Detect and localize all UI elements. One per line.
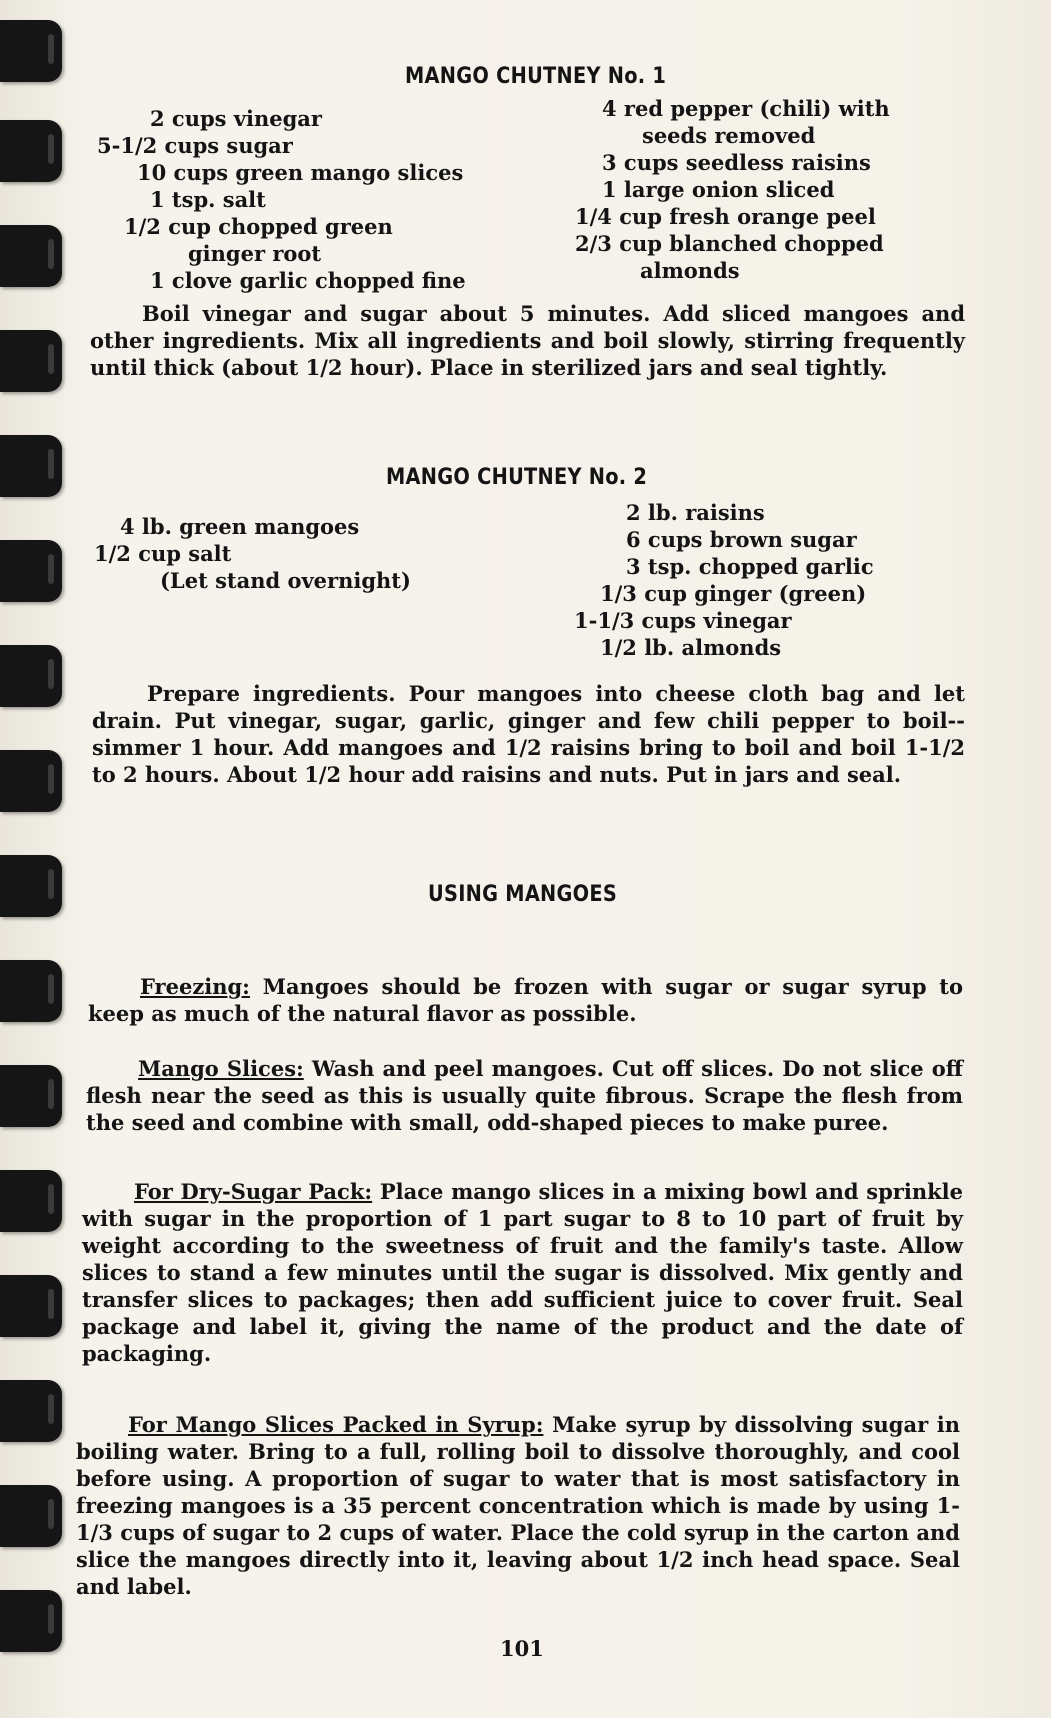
binding-coil [0, 540, 62, 602]
binding-coil [0, 645, 62, 707]
dry-sugar-heading: For Dry-Sugar Pack: [134, 1179, 373, 1204]
binding-coil [0, 1485, 62, 1547]
ingredient-line: 1 large onion sliced [602, 177, 835, 202]
ingredient-line: 1/4 cup fresh orange peel [575, 204, 876, 229]
dry-sugar-paragraph [82, 1178, 963, 1367]
ingredient-line: 1/2 cup chopped green [124, 214, 393, 239]
binding-coil [0, 1170, 62, 1232]
ingredient-line: 2 lb. raisins [626, 500, 765, 525]
ingredient-line: 2 cups vinegar [150, 106, 322, 131]
page-number: 101 [500, 1636, 544, 1661]
binding-coil [0, 330, 62, 392]
spiral-binding [0, 0, 70, 1718]
ingredient-line: almonds [640, 258, 740, 283]
binding-coil [0, 1275, 62, 1337]
ingredient-line: 5-1/2 cups sugar [97, 133, 293, 158]
recipe2-title: MANGO CHUTNEY No. 2 [386, 465, 648, 490]
syrup-pack-heading: For Mango Slices Packed in Syrup: [128, 1412, 544, 1437]
binding-coil [0, 1065, 62, 1127]
binding-coil [0, 225, 62, 287]
recipe1-title: MANGO CHUTNEY No. 1 [405, 64, 667, 89]
ingredient-line: 1/2 lb. almonds [600, 635, 782, 660]
ingredient-line: 1/2 cup salt [94, 541, 232, 566]
mango-slices-heading: Mango Slices: [138, 1056, 304, 1081]
binding-coil [0, 960, 62, 1022]
ingredient-line: 1/3 cup ginger (green) [600, 581, 867, 606]
freezing-text: Mangoes should be frozen with sugar or sugar syrup to keep as much of the natural flavor as possible. [88, 974, 963, 1026]
using-mangoes-title: USING MANGOES [428, 882, 618, 907]
binding-coil [0, 1380, 62, 1442]
ingredient-line: 3 tsp. chopped garlic [626, 554, 874, 579]
binding-coil [0, 1590, 62, 1652]
ingredient-line: 1-1/3 cups vinegar [574, 608, 792, 633]
ingredient-line: 1 clove garlic chopped fine [150, 268, 466, 293]
syrup-pack-paragraph [76, 1411, 960, 1600]
freezing-heading: Freezing: [140, 974, 250, 999]
freezing-paragraph [88, 973, 963, 1027]
recipe1-directions: Boil vinegar and sugar about 5 minutes. Add sliced mangoes and other ingredients. Mix all ingredients and boil slowly, stirring frequently until thick (about 1/2 hour). Place in sterilized jars and seal tightly. [90, 301, 965, 380]
binding-coil [0, 20, 62, 82]
ingredient-line: 6 cups brown sugar [626, 527, 857, 552]
ingredient-line: 10 cups green mango slices [137, 160, 464, 185]
recipe2-directions: Prepare ingredients. Pour mangoes into cheese cloth bag and let drain. Put vinegar, sugar, garlic, ginger and few chili pepper to boil--simmer 1 hour. Add mangoes and 1/2 raisins bring to boil and boil 1-1/2 to 2 hours. About 1/2 hour add raisins and nuts. Put in jars and seal. [92, 681, 965, 787]
ingredient-line: 2/3 cup blanched chopped [575, 231, 884, 256]
binding-coil [0, 855, 62, 917]
syrup-pack-text: Make syrup by dissolving sugar in boiling water. Bring to a full, rolling boil to dissolve thoroughly, and cool before using. A proportion of sugar to water that is most satisfactory in freezing mangoes is a 35 percent concentration which is made by using 1-1/3 cups of sugar to 2 cups of water. Place the cold syrup in the carton and slice the mangoes directly into it, leaving about 1/2 inch head space. Seal and label. [76, 1412, 960, 1599]
mango-slices-text: Wash and peel mangoes. Cut off slices. Do not slice off flesh near the seed as this is usually quite fibrous. Scrape the flesh from the seed and combine with small, odd-shaped pieces to make puree. [86, 1056, 963, 1135]
binding-coil [0, 750, 62, 812]
binding-coil [0, 120, 62, 182]
ingredient-line: 4 red pepper (chili) with [602, 96, 890, 121]
ingredient-line: 4 lb. green mangoes [120, 514, 360, 539]
mango-slices-paragraph [86, 1055, 963, 1136]
ingredient-line: (Let stand overnight) [160, 568, 411, 593]
ingredient-line: ginger root [188, 241, 322, 266]
binding-coil [0, 435, 62, 497]
ingredient-line: 1 tsp. salt [150, 187, 266, 212]
dry-sugar-text: Place mango slices in a mixing bowl and sprinkle with sugar in the proportion of 1 part sugar to 8 to 10 part of fruit by weight according to the sweetness of fruit and the family's taste. Allow slices to stand a few minutes until the sugar is dissolved. Mix gently and transfer slices to packages; then add sufficient juice to cover fruit. Seal package and label it, giving the name of the product and the date of packaging. [82, 1179, 963, 1366]
ingredient-line: 3 cups seedless raisins [602, 150, 871, 175]
ingredient-line: seeds removed [642, 123, 816, 148]
